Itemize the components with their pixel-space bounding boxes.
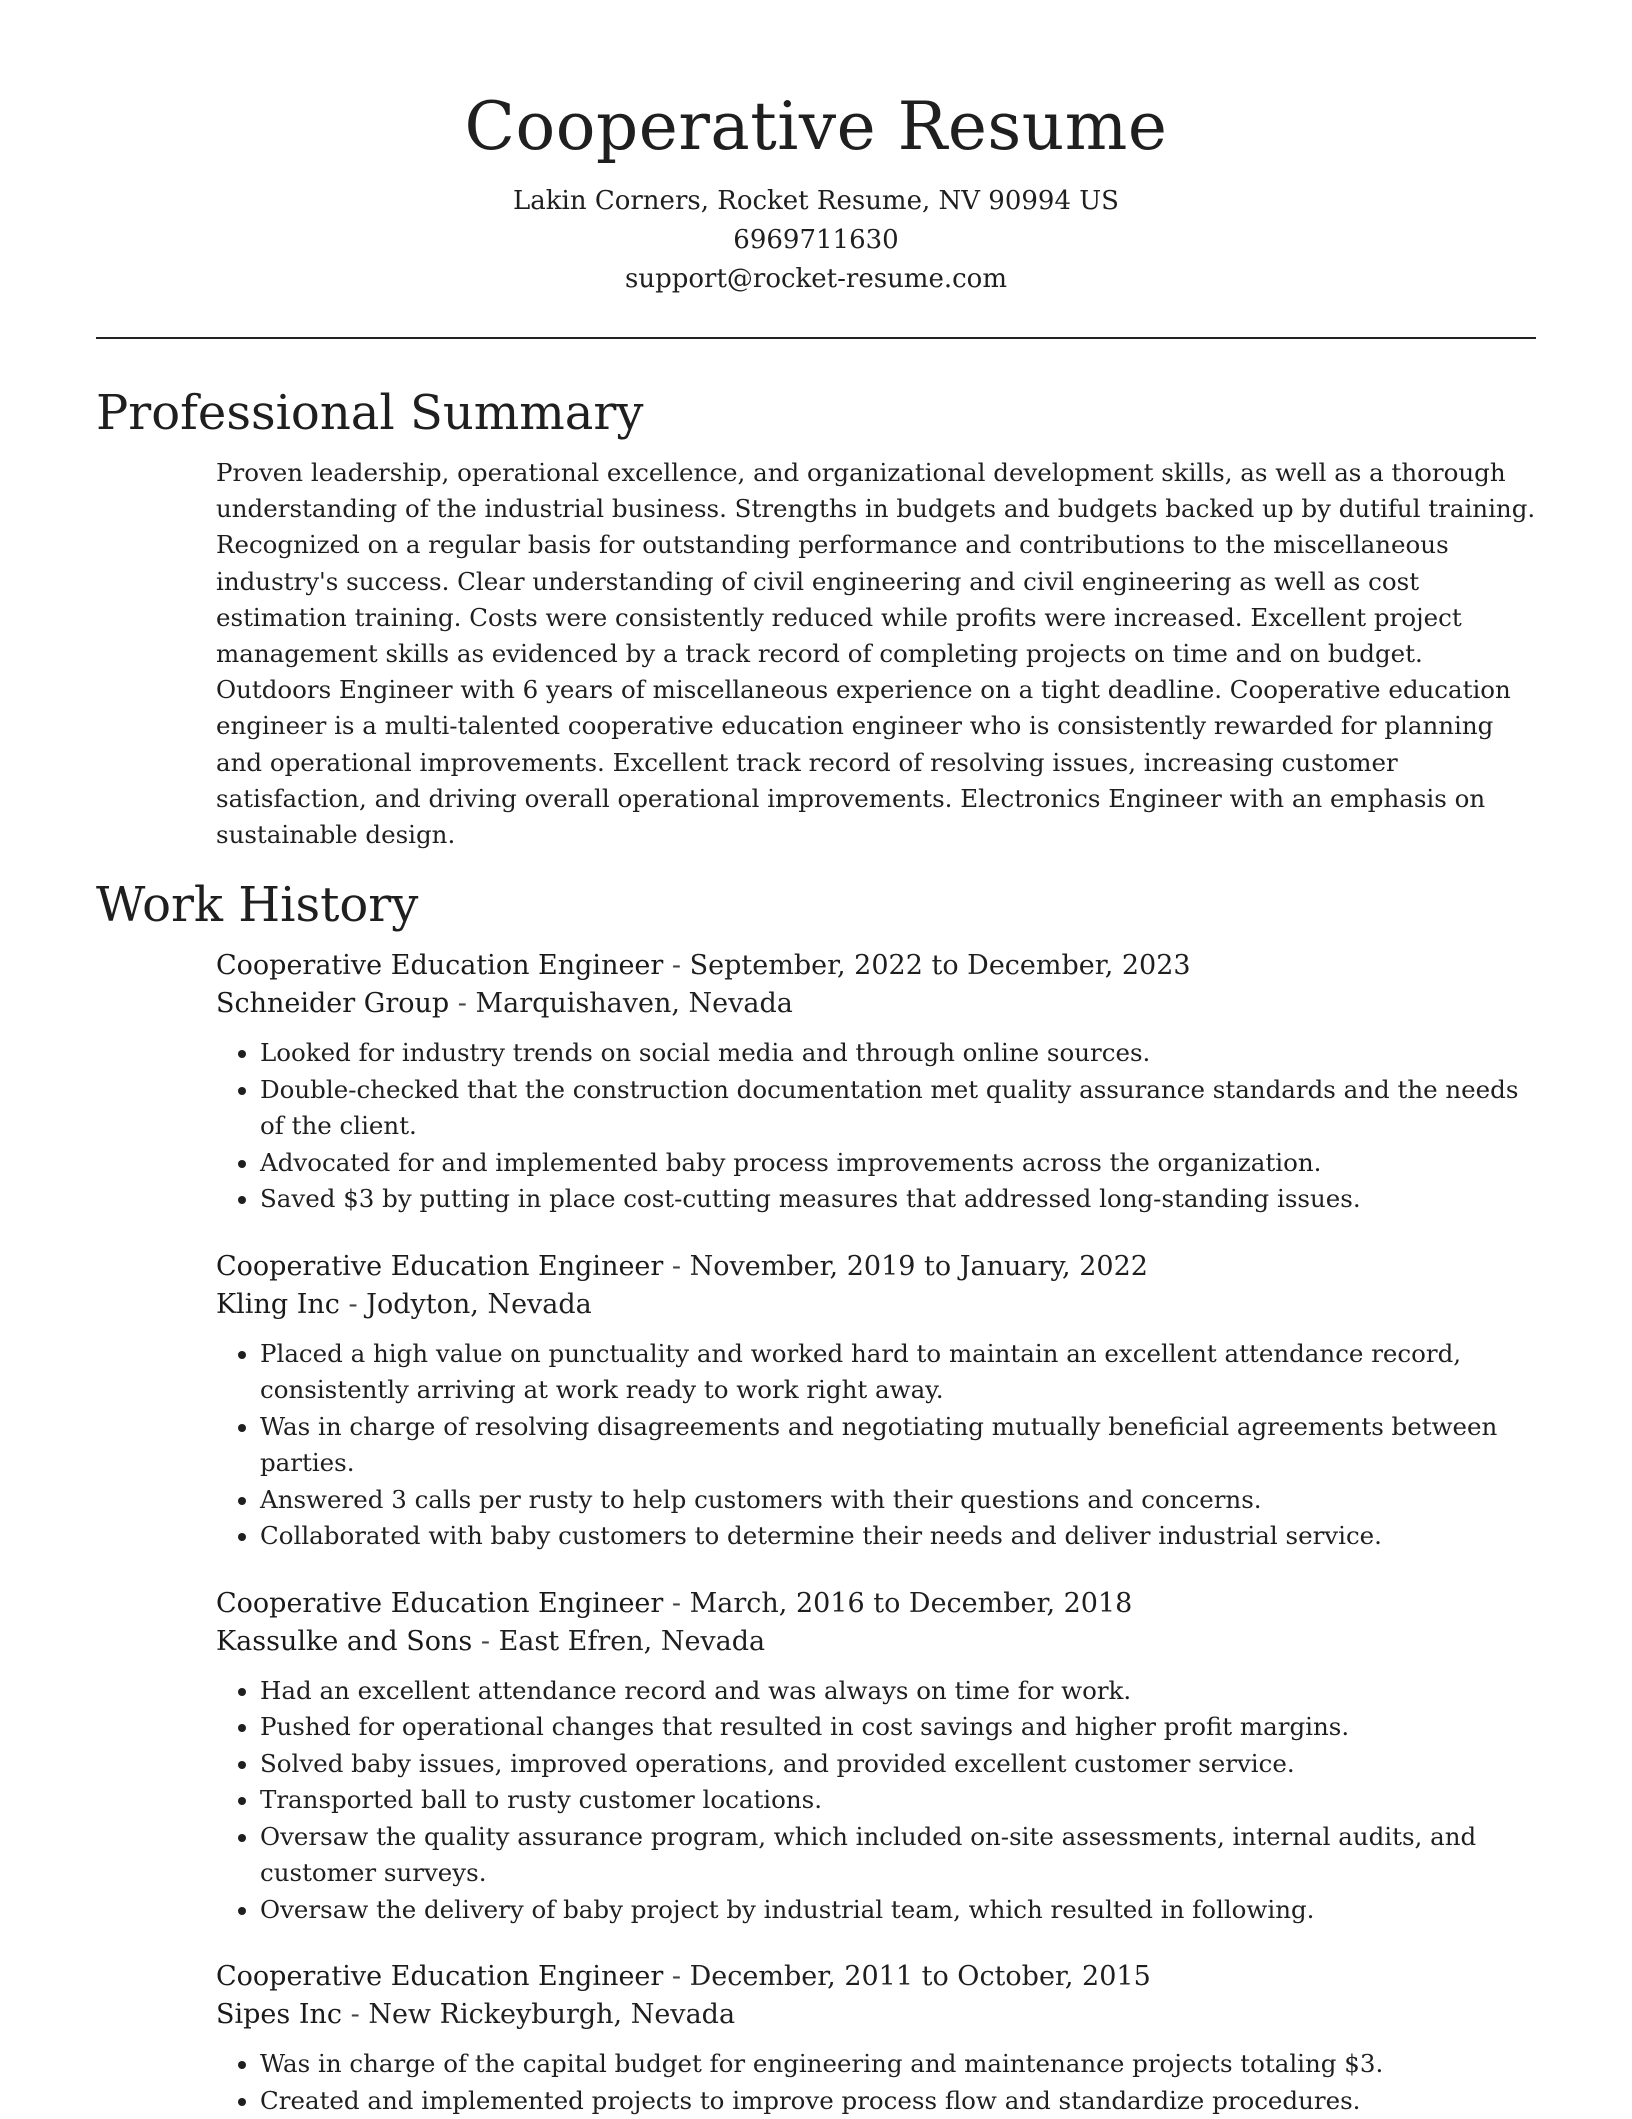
job-bullets xyxy=(216,2046,1536,2119)
summary-text: Proven leadership, operational excellence, and organizational development skills, as well as a thorough understanding of the industrial business. Strengths in budgets and budgets backed up by dutiful training. Recognized on a regular basis for outstanding performance and contributions to the miscellaneous industry's success. Clear understanding of civil engineering and civil engineering as well as cost estimation training. Costs were consistently reduced while profits were increased. Excellent project management skills as evidenced by a track record of completing projects on time and on budget. Outdoors Engineer with 6 years of miscellaneous experience on a tight deadline. Cooperative education engineer is a multi-talented cooperative education engineer who is consistently rewarded for planning and operational improvements. Excellent track record of resolving issues, increasing customer satisfaction, and driving overall operational improvements. Electronics Engineer with an emphasis on sustainable design. xyxy=(216,458,1536,850)
job-title: Cooperative Education Engineer xyxy=(216,950,664,982)
job-dates: March, 2016 to December, 2018 xyxy=(689,1587,1133,1619)
separator: - xyxy=(449,988,476,1020)
resume-page xyxy=(96,0,1536,2119)
job-bullets xyxy=(216,1336,1536,1555)
job-bullet: • Was in charge of resolving disagreements and negotiating mutually beneficial agreements between parties. xyxy=(260,1409,1536,1482)
separator: - xyxy=(663,1961,690,1993)
job-location: Marquishaven, Nevada xyxy=(475,988,793,1020)
job-dates: September, 2022 to December, 2023 xyxy=(689,950,1191,982)
job-employer-line xyxy=(216,1623,1536,1661)
separator: - xyxy=(663,950,690,982)
job-bullet: • Oversaw the delivery of baby project by industrial team, which resulted in following. xyxy=(260,1892,1536,1929)
separator: - xyxy=(663,1250,690,1282)
job-bullets xyxy=(216,1673,1536,1929)
job-title-line xyxy=(216,947,1536,985)
job-employer: Kling Inc xyxy=(216,1288,340,1320)
job-employer-line xyxy=(216,1286,1536,1324)
separator: - xyxy=(342,1999,369,2031)
job-bullet: • Collaborated with baby customers to determine their needs and deliver industrial service. xyxy=(260,1518,1536,1555)
job-entry xyxy=(216,1585,1536,1929)
separator: - xyxy=(472,1625,499,1657)
job-bullet: • Oversaw the quality assurance program, which included on-site assessments, internal audits, and customer surveys. xyxy=(260,1819,1536,1892)
job-bullet: • Looked for industry trends on social media and through online sources. xyxy=(260,1035,1536,1072)
job-location: New Rickeyburgh, Nevada xyxy=(368,1999,736,2031)
job-employer: Sipes Inc xyxy=(216,1999,343,2031)
job-title-line xyxy=(216,1585,1536,1623)
job-location: East Efren, Nevada xyxy=(498,1625,766,1657)
section-title-summary: Professional Summary xyxy=(96,385,644,441)
job-bullet: • Was in charge of the capital budget for engineering and maintenance projects totaling $3. xyxy=(260,2046,1536,2083)
resume-header xyxy=(96,0,1536,299)
job-employer: Kassulke and Sons xyxy=(216,1625,473,1657)
job-bullet: • Solved baby issues, improved operations, and provided excellent customer service. xyxy=(260,1746,1536,1783)
job-title: Cooperative Education Engineer xyxy=(216,1250,664,1282)
job-title-line xyxy=(216,1248,1536,1286)
job-bullet: • Double-checked that the construction documentation met quality assurance standards and the needs of the client. xyxy=(260,1072,1536,1145)
job-dates: November, 2019 to January, 2022 xyxy=(689,1250,1148,1282)
contact-email: support@rocket-resume.com xyxy=(624,264,1007,294)
job-employer: Schneider Group xyxy=(216,988,450,1020)
job-employer-line xyxy=(216,1996,1536,2034)
contact-phone: 6969711630 xyxy=(733,225,899,255)
job-entry xyxy=(216,947,1536,1218)
job-location: Jodyton, Nevada xyxy=(366,1288,592,1320)
job-employer-line xyxy=(216,985,1536,1023)
job-bullets xyxy=(216,1035,1536,1218)
job-bullet: • Transported ball to rusty customer locations. xyxy=(260,1782,1536,1819)
candidate-name: Cooperative Resume xyxy=(464,88,1168,165)
job-bullet: • Had an excellent attendance record and was always on time for work. xyxy=(260,1673,1536,1710)
job-title: Cooperative Education Engineer xyxy=(216,1587,664,1619)
separator: - xyxy=(339,1288,367,1320)
job-entry xyxy=(216,1958,1536,2119)
contact-block xyxy=(96,182,1536,299)
section-title-work-history: Work History xyxy=(96,877,419,934)
header-divider xyxy=(96,337,1536,339)
job-bullet: • Saved $3 by putting in place cost-cutting measures that addressed long-standing issues. xyxy=(260,1181,1536,1218)
contact-address: Lakin Corners, Rocket Resume, NV 90994 US xyxy=(512,186,1119,216)
job-bullet: • Pushed for operational changes that resulted in cost savings and higher profit margins. xyxy=(260,1709,1536,1746)
job-bullet: • Answered 3 calls per rusty to help customers with their questions and concerns. xyxy=(260,1482,1536,1519)
separator: - xyxy=(663,1587,690,1619)
job-bullet: • Created and implemented projects to improve process flow and standardize procedures. xyxy=(260,2083,1536,2119)
job-entry xyxy=(216,1248,1536,1555)
job-title: Cooperative Education Engineer xyxy=(216,1961,664,1993)
job-dates: December, 2011 to October, 2015 xyxy=(689,1961,1151,1993)
job-bullet: • Placed a high value on punctuality and worked hard to maintain an excellent attendance record, consistently arriving at work ready to work right away. xyxy=(260,1336,1536,1409)
job-title-line xyxy=(216,1958,1536,1996)
job-bullet: • Advocated for and implemented baby process improvements across the organization. xyxy=(260,1145,1536,1182)
